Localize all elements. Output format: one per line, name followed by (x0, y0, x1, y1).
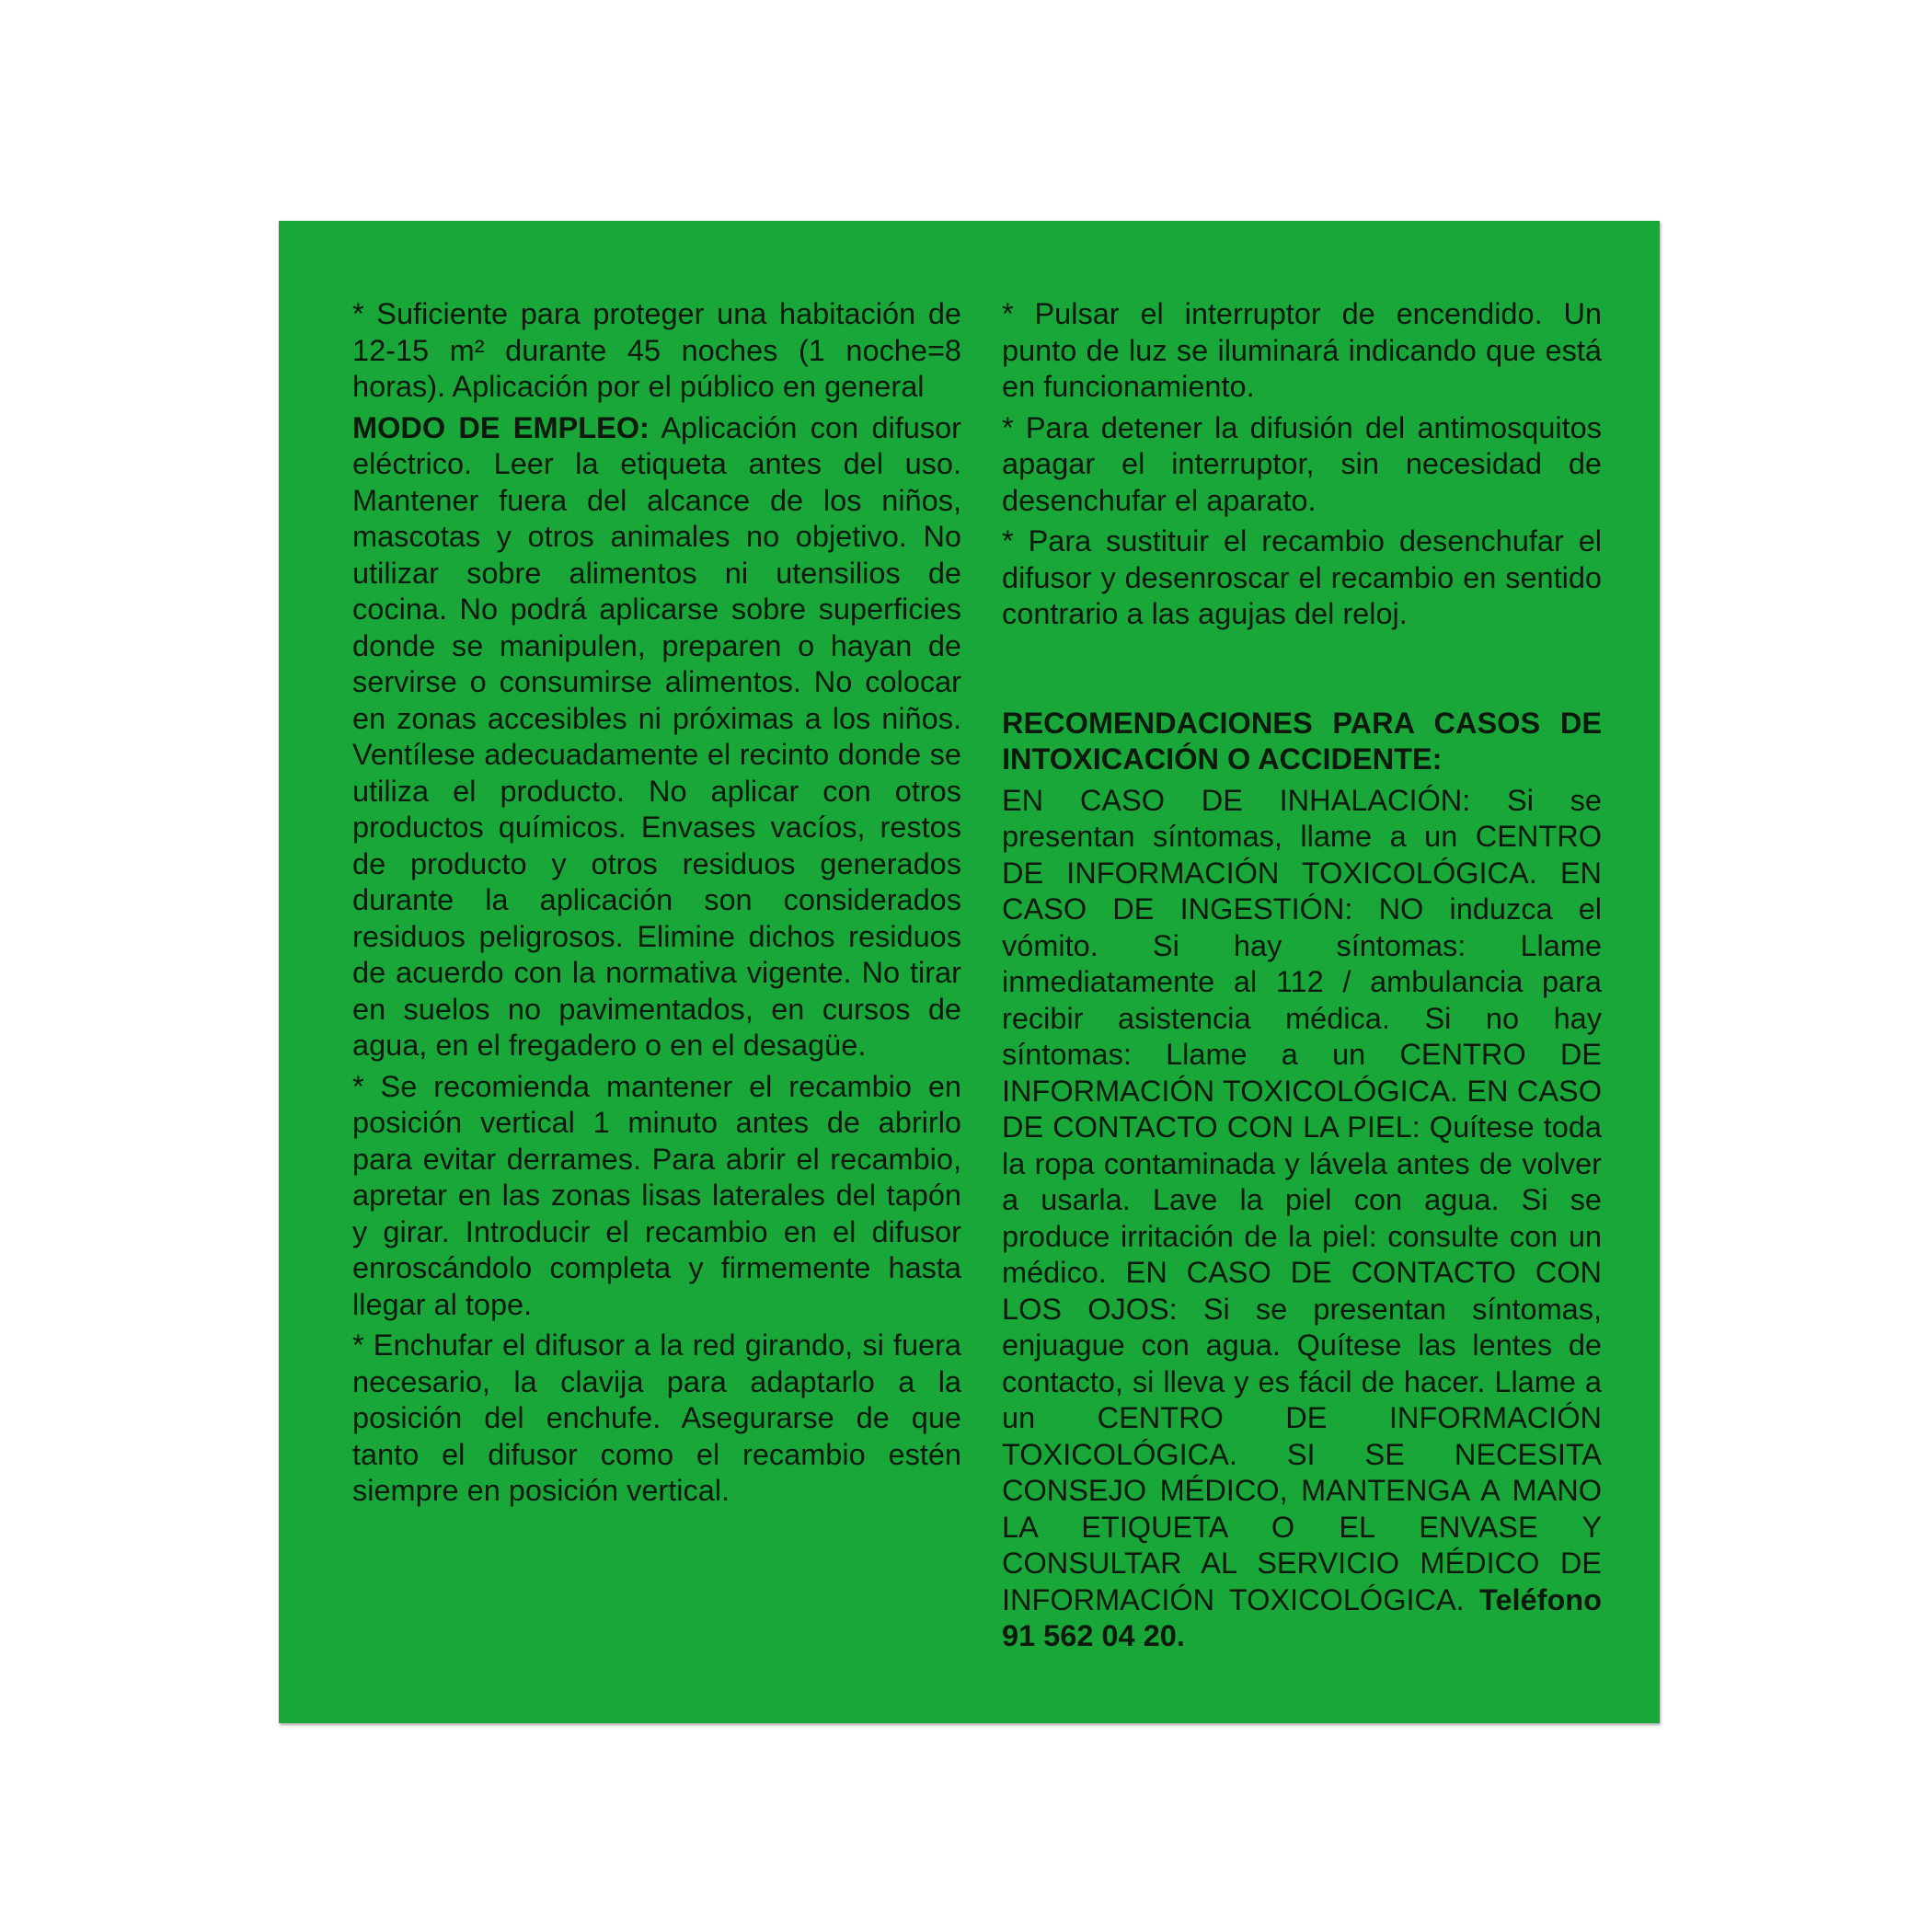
intoxication-heading: RECOMENDACIONES PARA CASOS DE INTOXICACIÓN O ACCIDENTE: (1002, 706, 1602, 776)
plug-paragraph: * Enchufar el difusor a la red girando, si fuera necesario, la clavija para adaptarlo a la posición del enchufe. Asegurarse de que tanto el difusor como el recambio estén siempre en posición vertical. (352, 1328, 961, 1507)
replace-paragraph: * Para sustituir el recambio desenchufar el difusor y desenroscar el recambio en sentido contrario a las agujas del reloj. (1002, 524, 1602, 630)
intoxication-paragraph (1002, 783, 1602, 1655)
usage-text: Aplicación con difusor eléctrico. Leer la etiqueta antes del uso. Mantener fuera del alcance de los niños, mascotas y otros animales no objetivo. No utilizar sobre alimentos ni utensilios de cocina. No podrá aplicarse sobre superficies donde se manipulen, preparen o hayan de servirse o consumirse alimentos. No colocar en zonas accesibles ni próximas a los niños. Ventílese adecuadamente el recinto donde se utiliza el producto. No aplicar con otros productos químicos. Envases vacíos, restos de producto y otros residuos generados durante la aplicación son considerados residuos peligrosos. Elimine dichos residuos de acuerdo con la normativa vigente. No tirar en suelos no pavimentados, en cursos de agua, en el fregadero o en el desagüe. (352, 410, 961, 1062)
right-column (1002, 296, 1602, 1660)
stop-paragraph: * Para detener la difusión del antimosquitos apagar el interruptor, sin necesidad de desenchufar el aparato. (1002, 410, 1602, 517)
product-label-panel (279, 221, 1660, 1723)
intoxication-text: EN CASO DE INHALACIÓN: Si se presentan síntomas, llame a un CENTRO DE INFORMACIÓN TOXICOLÓGICA. EN CASO DE INGESTIÓN: NO induzca el vómito. Si hay síntomas: Llame inmediatamente al 112 / ambulancia para recibir asistencia médica. Si no hay síntomas: Llame a un CENTRO DE INFORMACIÓN TOXICOLÓGICA. EN CASO DE CONTACTO CON LA PIEL: Quítese toda la ropa contaminada y lávela antes de volver a usarla. Lave la piel con agua. Si se produce irritación de la piel: consulte con un médico. EN CASO DE CONTACTO CON LOS OJOS: Si se presentan síntomas, enjuague con agua. Quítese las lentes de contacto, si lleva y es fácil de hacer. Llame a un CENTRO DE INFORMACIÓN TOXICOLÓGICA. SI SE NECESITA CONSEJO MÉDICO, MANTENGA A MANO LA ETIQUETA O EL ENVASE Y CONSULTAR AL SERVICIO MÉDICO DE INFORMACIÓN TOXICOLÓGICA. (1002, 783, 1602, 1616)
usage-paragraph (352, 410, 961, 1064)
refill-paragraph: * Se recomienda mantener el recambio en posición vertical 1 minuto antes de abrirlo para evitar derrames. Para abrir el recambio, apretar en las zonas lisas laterales del tapón y girar. Introducir el recambio en el difusor enroscándolo completa y firmemente hasta llegar al tope. (352, 1069, 961, 1321)
phone-number: Teléfono 91 562 04 20. (1002, 1582, 1602, 1652)
column-spacer (1002, 638, 1602, 706)
coverage-paragraph: * Suficiente para proteger una habitación de 12-15 m² durante 45 noches (1 noche=8 horas). Aplicación por el público en general (352, 297, 961, 403)
usage-heading: MODO DE EMPLEO: (352, 410, 650, 444)
switch-paragraph: * Pulsar el interruptor de encendido. Un punto de luz se iluminará indicando que está en funcionamiento. (1002, 297, 1602, 403)
left-column (352, 296, 961, 1514)
